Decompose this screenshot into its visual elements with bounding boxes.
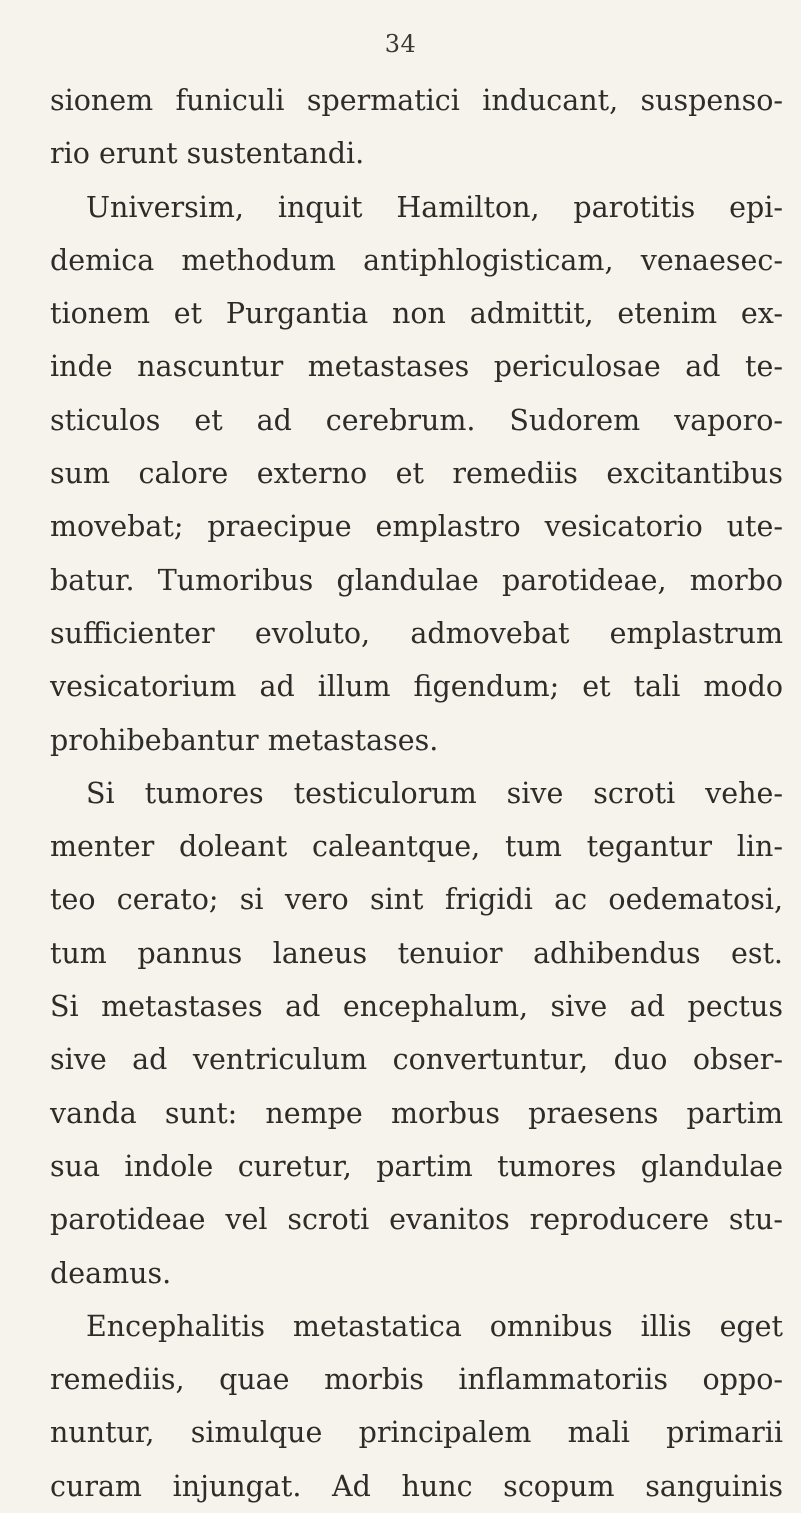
text-line: Encephalitis metastatica omnibus illis eget: [86, 1309, 783, 1343]
text-line: prohibebantur metastases.: [50, 723, 439, 757]
text-line: inde nascuntur metastases periculosae ad te-: [50, 350, 783, 384]
text-line: Si metastases ad encephalum, sive ad pectus: [50, 990, 783, 1024]
page-number: 34: [384, 30, 417, 58]
text-line: parotideae vel scroti evanitos reproducere stu-: [50, 1203, 783, 1237]
text-line: sticulos et ad cerebrum. Sudorem vaporo-: [50, 403, 783, 437]
text-line: sum calore externo et remediis excitantibus: [50, 457, 783, 491]
text-line: Universim, inquit Hamilton, parotitis epi-: [86, 190, 783, 224]
text-line: movebat; praecipue emplastro vesicatorio ute-: [50, 510, 783, 544]
body-text: [50, 74, 783, 1513]
text-line: Si tumores testiculorum sive scroti vehe-: [86, 776, 783, 810]
text-line: vanda sunt: nempe morbus praesens partim: [50, 1096, 783, 1130]
text-line: curam injungat. Ad hunc scopum sanguinis: [50, 1469, 783, 1503]
text-line: tum pannus laneus tenuior adhibendus est.: [50, 936, 783, 970]
text-line: vesicatorium ad illum figendum; et tali modo: [50, 670, 783, 704]
text-line: rio erunt sustentandi.: [50, 137, 365, 171]
text-line: sufficienter evoluto, admovebat emplastrum: [50, 616, 783, 650]
text-line: tionem et Purgantia non admittit, etenim ex-: [50, 297, 783, 331]
text-line: deamus.: [50, 1256, 172, 1290]
text-line: teo cerato; si vero sint frigidi ac oedematosi,: [50, 883, 783, 917]
text-line: demica methodum antiphlogisticam, venaesec-: [50, 243, 783, 277]
text-line: batur. Tumoribus glandulae parotideae, morbo: [50, 563, 783, 597]
text-line: remediis, quae morbis inflammatoriis oppo-: [50, 1363, 783, 1397]
text-line: sionem funiculi spermatici inducant, suspenso-: [50, 84, 783, 117]
text-line: sive ad ventriculum convertuntur, duo obser-: [50, 1043, 783, 1077]
text-line: nuntur, simulque principalem mali primarii: [50, 1416, 783, 1450]
text-line: sua indole curetur, partim tumores glandulae: [50, 1149, 783, 1183]
text-line: menter doleant caleantque, tum tegantur lin-: [50, 830, 783, 864]
